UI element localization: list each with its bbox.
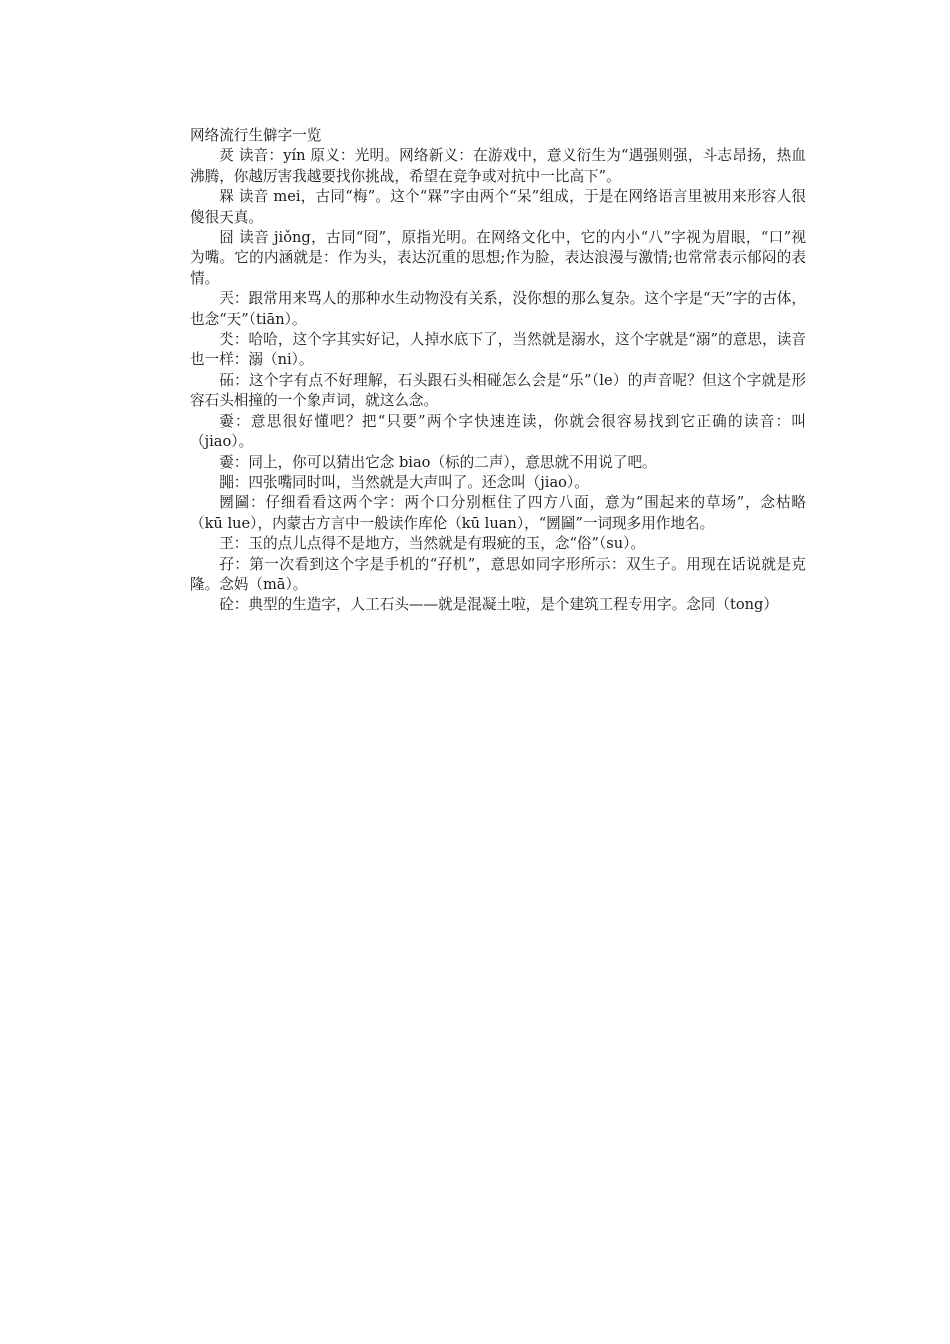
paragraph-kulue: 圐圙：仔细看看这两个字：两个口分别框住了四方八面，意为“围起来的草场”，念枯略（kū lue），内蒙古方言中一般读作库伦（kū luan），“圐圙”一词现多用作地名。 — [190, 494, 806, 532]
paragraph-ma: 孖：第一次看到这个字是手机的“孖机”，意思如同字形所示：双生子。用现在话说就是克隆。念妈（mā）。 — [190, 555, 806, 593]
paragraph-jiong: 囧 读音 jiǒng，古同“冏”，原指光明。在网络文化中，它的内小“八”字视为眉眼，“口”视为嘴。它的内涵就是：作为头，表达沉重的思想;作为脸，表达浪漫与激情;也常常表示郁闷的表情。 — [190, 229, 806, 287]
document-page — [190, 126, 806, 616]
paragraph-tong: 砼：典型的生造字，人工石头——就是混凝土啦，是个建筑工程专用字。念同（tong） — [219, 596, 778, 614]
paragraph-le: 砳：这个字有点不好理解，石头跟石头相碰怎么会是“乐”（le）的声音呢？但这个字就是形容石头相撞的一个象声词，就这么念。 — [190, 371, 806, 410]
document-title: 网络流行生僻字一览 — [190, 127, 322, 144]
paragraph-biao: 嫑：同上，你可以猜出它念 biao（标的二声），意思就不用说了吧。 — [219, 453, 657, 471]
paragraph-jiao-1: 嫑：意思很好懂吧？把“只要”两个字快速连读，你就会很容易找到它正确的读音：叫（jiao）。 — [190, 412, 806, 451]
paragraph-ni: 氼：哈哈，这个字其实好记，人掉水底下了，当然就是溺水，这个字就是“溺”的意思，读音也一样：溺（ni）。 — [190, 331, 806, 369]
paragraph-mei: 槑 读音 mei，古同“梅”。这个“槑”字由两个“呆”组成，于是在网络语言里被用来形容人很傻很天真。 — [190, 188, 806, 226]
paragraph-su: 玊：玉的点儿点得不是地方，当然就是有瑕疵的玉，念“俗”（su）。 — [219, 535, 646, 553]
paragraph-yin: 烎 读音：yín 原义：光明。网络新义：在游戏中，意义衍生为“遇强则强，斗志昂扬，热血沸腾，你越厉害我越要找你挑战，希望在竞争或对抗中一比高下”。 — [190, 147, 806, 185]
paragraph-jiao-2: 嘂：四张嘴同时叫，当然就是大声叫了。还念叫（jiao）。 — [219, 473, 589, 491]
paragraph-tian: 兲：跟常用来骂人的那种水生动物没有关系，没你想的那么复杂。这个字是“天”字的古体，也念“天”（tiān）。 — [190, 290, 806, 328]
